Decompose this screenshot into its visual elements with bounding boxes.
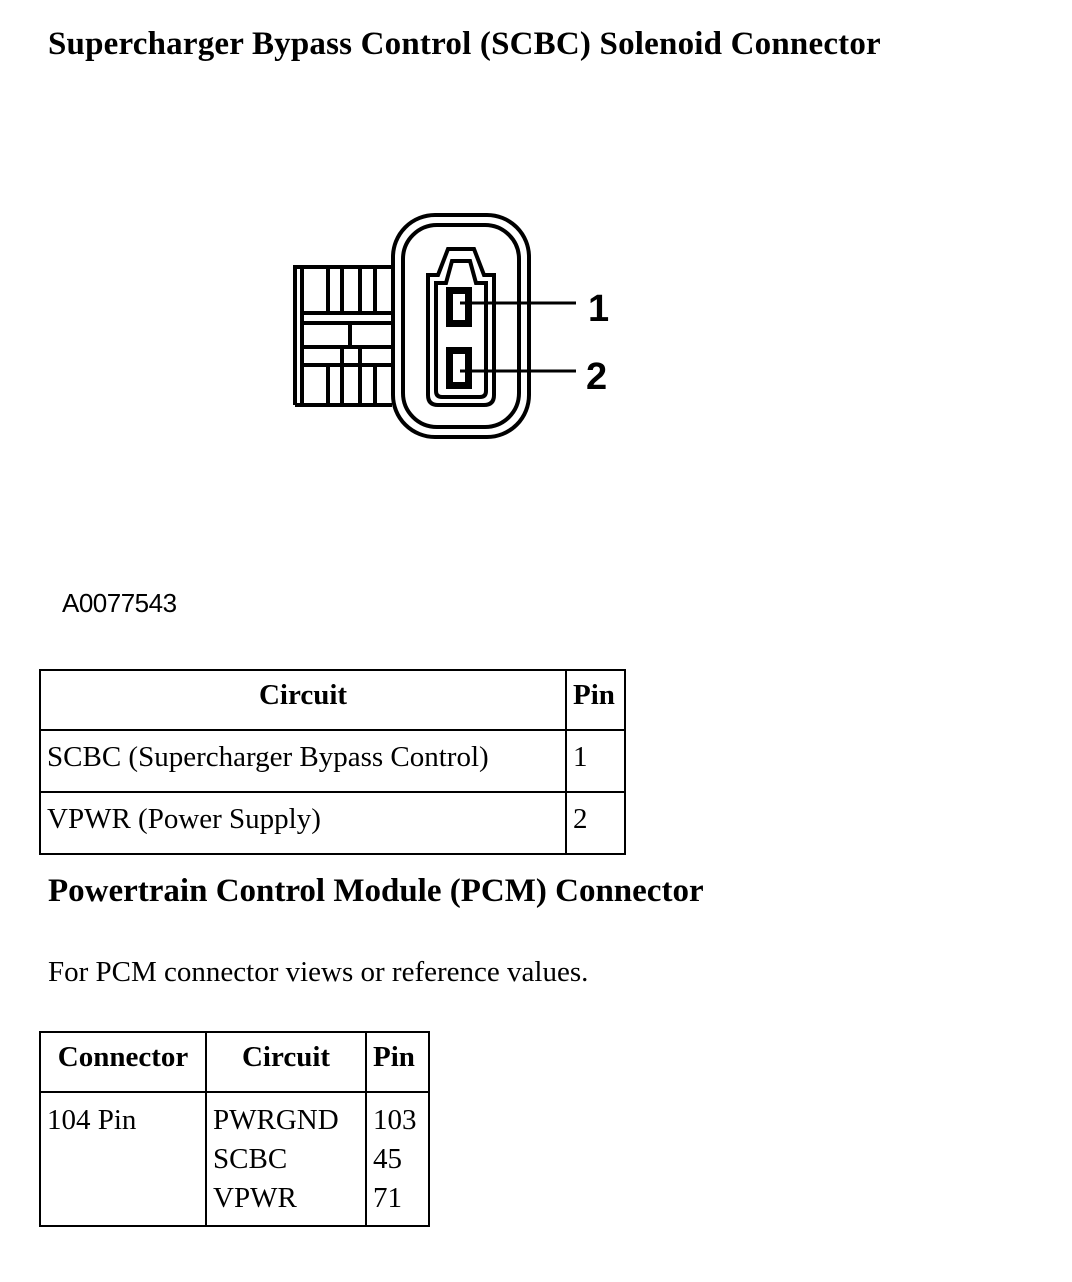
figure-id: A0077543 <box>62 588 177 618</box>
connector-diagram <box>280 205 640 455</box>
pin-label-1: 1 <box>588 288 610 330</box>
circuit-cell: SCBC (Supercharger Bypass Control) <box>40 730 566 792</box>
pcm-circuit-table <box>39 1031 430 1227</box>
table-header-row <box>40 1032 429 1092</box>
pin-value: 71 <box>373 1182 402 1214</box>
table-row <box>40 730 625 792</box>
column-header-circuit: Circuit <box>206 1032 366 1092</box>
pcm-reference-note: For PCM connector views or reference values. <box>48 956 589 988</box>
table-row <box>40 792 625 854</box>
connector-cell: 104 Pin <box>40 1092 206 1226</box>
column-header-connector: Connector <box>40 1032 206 1092</box>
pin-cell: 1 <box>566 730 625 792</box>
scbc-circuit-table <box>39 669 626 855</box>
column-header-circuit: Circuit <box>40 670 566 730</box>
circuit-value: PWRGND <box>213 1104 339 1136</box>
section-title-pcm-connector: Powertrain Control Module (PCM) Connector <box>48 873 704 909</box>
pin-value: 45 <box>373 1143 402 1175</box>
table-header-row <box>40 670 625 730</box>
pin-cell: 2 <box>566 792 625 854</box>
pin-value: 103 <box>373 1104 417 1136</box>
circuit-value: VPWR <box>213 1182 297 1214</box>
pin-cell <box>366 1092 429 1226</box>
circuit-cell <box>206 1092 366 1226</box>
column-header-pin: Pin <box>366 1032 429 1092</box>
circuit-cell: VPWR (Power Supply) <box>40 792 566 854</box>
column-header-pin: Pin <box>566 670 625 730</box>
table-row <box>40 1092 429 1226</box>
pin-label-2: 2 <box>586 356 608 398</box>
section-title-scbc-connector: Supercharger Bypass Control (SCBC) Solenoid Connector <box>48 26 881 62</box>
circuit-value: SCBC <box>213 1143 288 1175</box>
